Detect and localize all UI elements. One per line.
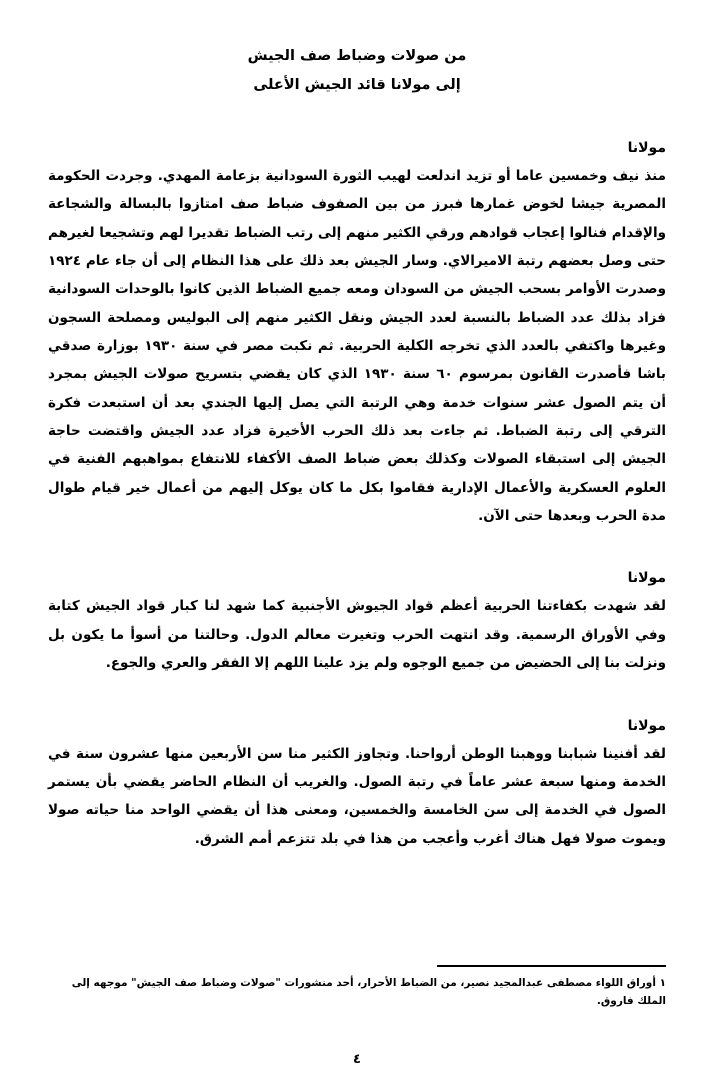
section-2	[48, 570, 666, 677]
salutation-2: مولانا	[627, 570, 666, 587]
page-number: ٤	[353, 1052, 361, 1067]
salutation-3: مولانا	[627, 717, 666, 734]
section-1	[48, 140, 666, 530]
footnote-text: ١ أوراق اللواء مصطفى عبدالمجيد نصير، من الضباط الأحرار، أحد منشورات "صولات وضباط صف الجيش" موجهه إلى الملك فاروق.	[71, 977, 666, 1008]
footnote-separator	[437, 965, 666, 967]
salutation-1: مولانا	[627, 140, 666, 156]
paragraph-1: منذ نيف وخمسين عاما أو تزيد اندلعت لهيب الثورة السودانية بزعامة المهدي. وجردت الحكومة المصرية جيشا لخوض غمارها فبرز من بين الصفوف ضباط صف امتازوا بالبسالة والشجاعة والإقدام فنالوا إعجاب قوادهم ورقي الكثير منهم إلى رتب الضباط تقديرا لهم وتشجيعا لغيرهم حتى وصل بعضهم رتبة الاميرالاي. وسار الجيش بعد ذلك على هذا النظام إلى أن جاء عام ١٩٢٤ وصدرت الأوامر بسحب الجيش من السودان ومعه جميع الضباط الذين كانوا بالوحدات السودانية فزاد بذلك عدد الضباط بالنسبة لعدد الجيش ونقل الكثير منهم إلى البوليس ومصلحة السجون وغيرها واكتفي بالعدد الذي تخرجه الكلية الحربية. ثم نكبت مصر في سنة ١٩٣٠ بوزارة صدقي باشا فأصدرت القانون بمرسوم ٦٠ سنة ١٩٣٠ الذي كان يقضي بتسريح صولات الجيش بمجرد أن يتم الصول عشر سنوات خدمة وهي الرتبة التي يصل إليها الجندي بعد أن استبعدت فكرة الترقي إلى رتبة الضباط. ثم جاءت بعد ذلك الحرب الأخيرة فزاد عدد الجيش واقتضت حاجة الجيش إلى استبقاء الصولات وكذلك بعض ضباط الصف الأكفاء للانتفاع بمواهبهم الفنية في العلوم العسكرية والأعمال الإدارية فقاموا بكل ما كان يوكل إليهم من أعمال خير قيام طوال مدة الحرب وبعدها حتى الآن.	[48, 168, 666, 525]
title-line-2: إلى مولانا قائد الجيش الأعلى	[253, 77, 461, 93]
section-3	[48, 718, 666, 853]
paragraph-3: لقد أفنينا شبابنا ووهبنا الوطن أرواحنا. وتجاوز الكثير منا سن الأربعين منها عشرون سنة في الخدمة ومنها سبعة عشر عاماً في رتبة الصول. والغريب أن النظام الحاضر يقضي بأن يستمر الصول في الخدمة إلى سن الخامسة والخمسين، ومعنى هذا أن يقضي الواحد منا حياته صولا ويموت صولا فهل هناك أغرب وأعجب من هذا في بلد تتزعم أمم الشرق.	[48, 745, 666, 847]
paragraph-2: لقد شهدت بكفاءتنا الحربية أعظم قواد الجيوش الأجنبية كما شهد لنا كبار قواد الجيش كتابة وفي الأوراق الرسمية. وقد انتهت الحرب وتغيرت معالم الدول. وحالتنا من أسوأ ما يكون بل ونزلت بنا إلى الحضيض من جميع الوجوه ولم يزد علينا اللهم إلا الفقر والعري والجوع.	[48, 598, 666, 672]
footnote-area	[48, 965, 666, 1011]
document-title	[48, 42, 666, 100]
title-line-1: من صولات وضباط صف الجيش	[247, 48, 467, 64]
